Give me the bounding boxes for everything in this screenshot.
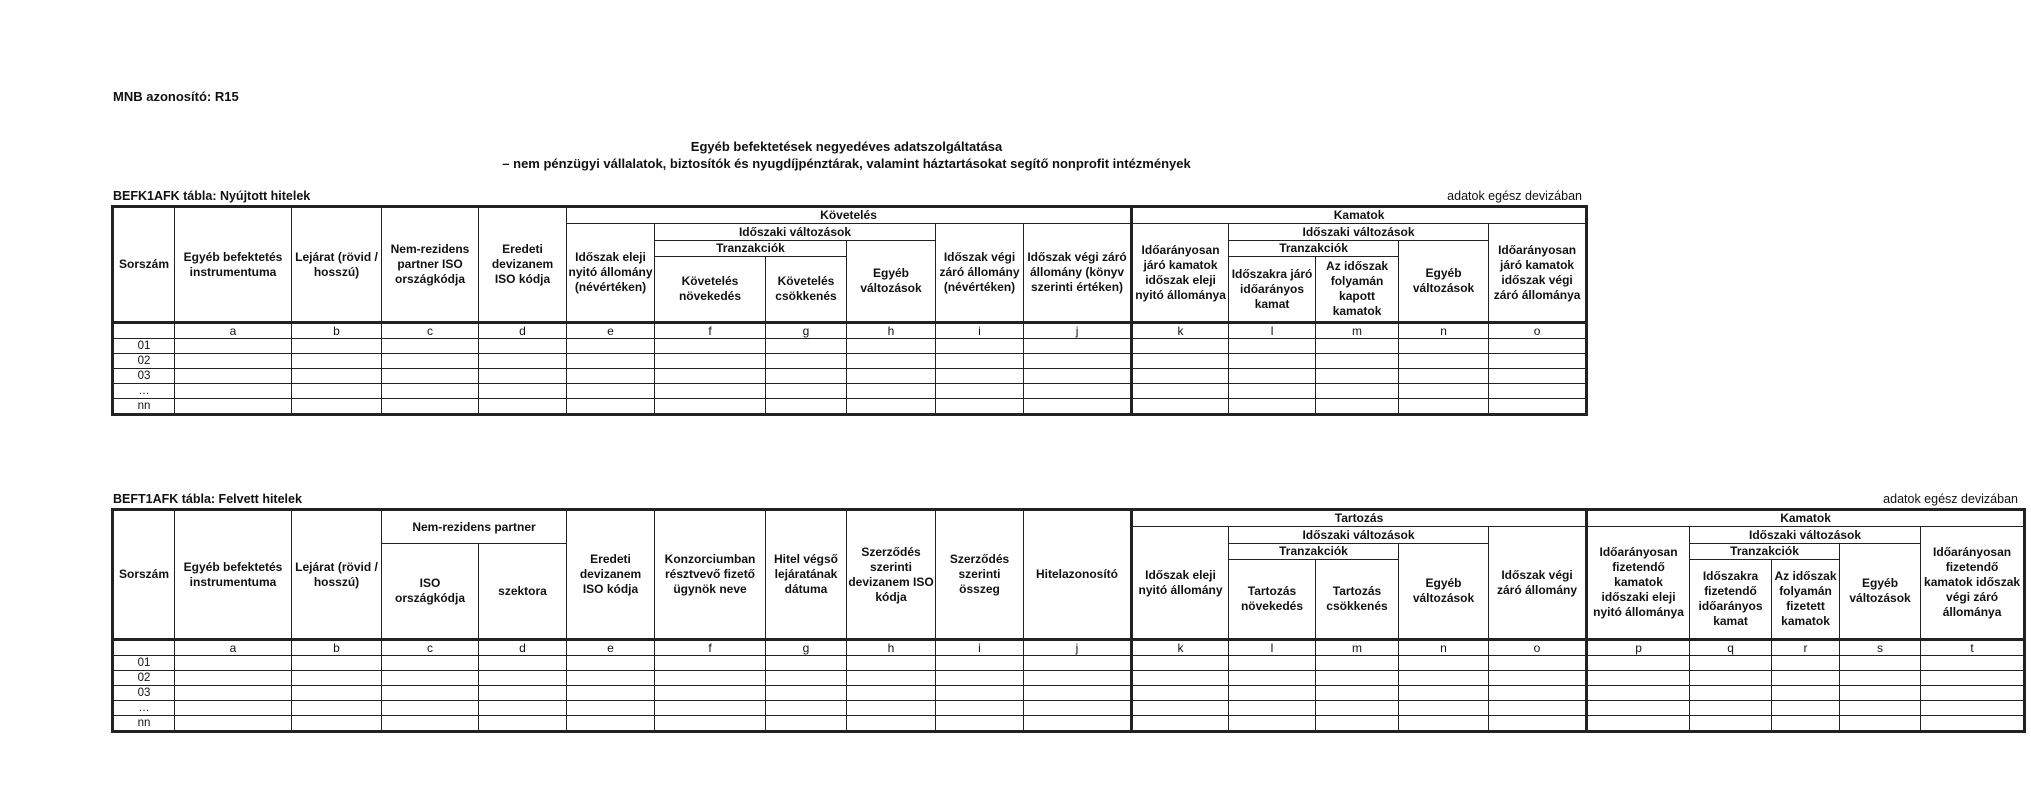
data-cell[interactable] bbox=[936, 701, 1024, 716]
data-cell[interactable] bbox=[1229, 701, 1316, 716]
data-cell[interactable] bbox=[382, 701, 479, 716]
t2-header-i: Szerződés szerinti összeg bbox=[936, 510, 1024, 640]
t1-header-k: Időarányosan járó kamatok időszak eleji nyitó állománya bbox=[1132, 224, 1229, 323]
row-number: … bbox=[113, 384, 175, 399]
letter-cell: g bbox=[766, 640, 847, 656]
data-cell[interactable] bbox=[382, 686, 479, 701]
data-cell[interactable] bbox=[1132, 384, 1229, 399]
t2-header-s: Egyéb változások bbox=[1840, 544, 1921, 640]
data-cell[interactable] bbox=[1489, 716, 1587, 732]
data-cell[interactable] bbox=[936, 339, 1024, 354]
data-cell[interactable] bbox=[567, 399, 655, 415]
data-cell[interactable] bbox=[479, 339, 567, 354]
t1-header-f: Követelés növekedés bbox=[655, 257, 766, 323]
data-cell[interactable] bbox=[1489, 369, 1587, 384]
data-cell[interactable] bbox=[1587, 686, 1690, 701]
letter-cell: i bbox=[936, 640, 1024, 656]
letter-cell: q bbox=[1690, 640, 1772, 656]
t1-header-lejarat: Lejárat (rövid / hosszú) bbox=[292, 207, 382, 323]
t1-header-m: Az időszak folyamán kapott kamatok bbox=[1316, 257, 1399, 323]
letter-cell: e bbox=[567, 640, 655, 656]
data-cell[interactable] bbox=[1399, 369, 1489, 384]
t2-header-j: Hitelazonosító bbox=[1024, 510, 1132, 640]
data-cell[interactable] bbox=[1489, 671, 1587, 686]
data-cell[interactable] bbox=[1921, 686, 2025, 701]
row-number: 02 bbox=[113, 671, 175, 686]
row-number: nn bbox=[113, 716, 175, 732]
data-cell[interactable] bbox=[1489, 384, 1587, 399]
t2-header-f: Konzorciumban résztvevő fizető ügynök neve bbox=[655, 510, 766, 640]
data-cell[interactable] bbox=[292, 369, 382, 384]
data-cell[interactable] bbox=[1024, 339, 1132, 354]
row-number: 01 bbox=[113, 656, 175, 671]
data-cell[interactable] bbox=[847, 686, 936, 701]
data-cell[interactable] bbox=[655, 716, 766, 732]
data-cell[interactable] bbox=[1840, 686, 1921, 701]
data-cell[interactable] bbox=[1690, 716, 1772, 732]
t2-group-kamatok: Kamatok bbox=[1587, 510, 2025, 527]
data-cell[interactable] bbox=[847, 656, 936, 671]
data-cell[interactable] bbox=[655, 339, 766, 354]
data-cell[interactable] bbox=[1690, 656, 1772, 671]
data-cell[interactable] bbox=[766, 656, 847, 671]
row-number: 03 bbox=[113, 369, 175, 384]
t2-group-partner: Nem-rezidens partner bbox=[382, 510, 567, 544]
data-cell[interactable] bbox=[1690, 686, 1772, 701]
data-cell[interactable] bbox=[1489, 701, 1587, 716]
data-cell[interactable] bbox=[382, 399, 479, 415]
data-cell[interactable] bbox=[766, 399, 847, 415]
t1-header-l: Időszakra járó időarányos kamat bbox=[1229, 257, 1316, 323]
row-number: 02 bbox=[113, 354, 175, 369]
t1-header-n: Egyéb változások bbox=[1399, 241, 1489, 323]
data-cell[interactable] bbox=[479, 686, 567, 701]
data-cell[interactable] bbox=[936, 399, 1024, 415]
data-cell[interactable] bbox=[1229, 671, 1316, 686]
data-cell[interactable] bbox=[847, 701, 936, 716]
data-cell[interactable] bbox=[655, 354, 766, 369]
title-line-2: – nem pénzügyi vállalatok, biztosítók és nyugdíjpénztárak, valamint háztartásokat segítő nonprofit intézmények bbox=[502, 156, 1191, 171]
data-cell[interactable] bbox=[1316, 686, 1399, 701]
data-cell[interactable] bbox=[1840, 701, 1921, 716]
t1-header-h: Egyéb változások bbox=[847, 241, 936, 323]
t1-header-i: Időszak végi záró állomány (névértéken) bbox=[936, 224, 1024, 323]
data-cell[interactable] bbox=[936, 384, 1024, 399]
t1-group-tranz: Tranzakciók bbox=[655, 241, 847, 257]
t1-header-deviza: Eredeti devizanem ISO kódja bbox=[479, 207, 567, 323]
data-cell[interactable] bbox=[1316, 701, 1399, 716]
letter-cell: b bbox=[292, 323, 382, 339]
data-cell[interactable] bbox=[936, 354, 1024, 369]
letter-cell: s bbox=[1840, 640, 1921, 656]
table-row bbox=[113, 671, 2025, 686]
data-cell[interactable] bbox=[479, 671, 567, 686]
table-row bbox=[113, 384, 1587, 399]
data-cell[interactable] bbox=[1316, 716, 1399, 732]
data-cell[interactable] bbox=[1772, 686, 1840, 701]
table-row bbox=[113, 369, 1587, 384]
data-cell[interactable] bbox=[175, 656, 292, 671]
t1-header-instrument: Egyéb befektetés instrumentuma bbox=[175, 207, 292, 323]
data-cell[interactable] bbox=[567, 656, 655, 671]
data-cell[interactable] bbox=[1024, 671, 1132, 686]
table-row bbox=[113, 354, 1587, 369]
t2-header-p: Időarányosan fizetendő kamatok időszaki eleji nyitó állománya bbox=[1587, 527, 1690, 640]
data-cell[interactable] bbox=[766, 686, 847, 701]
t2-group-tranz: Tranzakciók bbox=[1229, 544, 1399, 560]
data-cell[interactable] bbox=[292, 399, 382, 415]
t2-letter-row bbox=[113, 640, 2025, 656]
t1-group-k-tranz: Tranzakciók bbox=[1229, 241, 1399, 257]
data-cell[interactable] bbox=[1921, 701, 2025, 716]
table-row bbox=[113, 701, 2025, 716]
table1-unit: adatok egész devizában bbox=[1447, 189, 1582, 203]
data-cell[interactable] bbox=[382, 354, 479, 369]
data-cell[interactable] bbox=[1229, 339, 1316, 354]
table-row bbox=[113, 339, 1587, 354]
letter-cell: m bbox=[1316, 640, 1399, 656]
data-cell[interactable] bbox=[292, 354, 382, 369]
data-cell[interactable] bbox=[1399, 656, 1489, 671]
data-cell[interactable] bbox=[936, 656, 1024, 671]
t1-header-o: Időarányosan járó kamatok időszak végi záró állománya bbox=[1489, 224, 1587, 323]
data-cell[interactable] bbox=[1587, 716, 1690, 732]
data-cell[interactable] bbox=[1024, 686, 1132, 701]
table-row bbox=[113, 686, 2025, 701]
letter-cell: k bbox=[1132, 323, 1229, 339]
data-cell[interactable] bbox=[936, 369, 1024, 384]
table-row bbox=[113, 716, 2025, 732]
data-cell[interactable] bbox=[1921, 656, 2025, 671]
row-number: nn bbox=[113, 399, 175, 415]
table2-felvett-hitelek bbox=[111, 508, 2026, 733]
data-cell[interactable] bbox=[1229, 716, 1316, 732]
data-cell[interactable] bbox=[655, 671, 766, 686]
t2-header-g: Hitel végső lejáratának dátuma bbox=[766, 510, 847, 640]
data-cell[interactable] bbox=[292, 339, 382, 354]
data-cell[interactable] bbox=[175, 384, 292, 399]
data-cell[interactable] bbox=[567, 671, 655, 686]
data-cell[interactable] bbox=[175, 399, 292, 415]
data-cell[interactable] bbox=[1399, 354, 1489, 369]
data-cell[interactable] bbox=[1840, 656, 1921, 671]
data-cell[interactable] bbox=[1772, 671, 1840, 686]
data-cell[interactable] bbox=[655, 384, 766, 399]
data-cell[interactable] bbox=[1840, 671, 1921, 686]
data-cell[interactable] bbox=[382, 384, 479, 399]
letter-cell: m bbox=[1316, 323, 1399, 339]
data-cell[interactable] bbox=[567, 716, 655, 732]
t1-group-idoszaki: Időszaki változások bbox=[655, 224, 936, 241]
t1-header-e: Időszak eleji nyitó állomány (névértéken) bbox=[567, 224, 655, 323]
t2-header-instrument: Egyéb befektetés instrumentuma bbox=[175, 510, 292, 640]
data-cell[interactable] bbox=[1024, 701, 1132, 716]
t2-header-n: Egyéb változások bbox=[1399, 544, 1489, 640]
data-cell[interactable] bbox=[1772, 656, 1840, 671]
data-cell[interactable] bbox=[1587, 656, 1690, 671]
data-cell[interactable] bbox=[479, 656, 567, 671]
data-cell[interactable] bbox=[1772, 716, 1840, 732]
data-cell[interactable] bbox=[655, 369, 766, 384]
table2-unit: adatok egész devizában bbox=[1883, 492, 2018, 506]
t1-header-g: Követelés csökkenés bbox=[766, 257, 847, 323]
data-cell[interactable] bbox=[1316, 339, 1399, 354]
data-cell[interactable] bbox=[175, 671, 292, 686]
table2-caption: BEFT1AFK tábla: Felvett hitelek bbox=[113, 492, 302, 506]
data-cell[interactable] bbox=[1132, 354, 1229, 369]
data-cell[interactable] bbox=[175, 686, 292, 701]
data-cell[interactable] bbox=[1840, 716, 1921, 732]
data-cell[interactable] bbox=[479, 701, 567, 716]
data-cell[interactable] bbox=[175, 369, 292, 384]
data-cell[interactable] bbox=[766, 671, 847, 686]
letter-cell: d bbox=[479, 640, 567, 656]
data-cell[interactable] bbox=[766, 369, 847, 384]
t1-header-partner: Nem-rezidens partner ISO országkódja bbox=[382, 207, 479, 323]
t1-letter-row bbox=[113, 323, 1587, 339]
table-row bbox=[113, 399, 1587, 415]
title-line-1: Egyéb befektetések negyedéves adatszolgáltatása bbox=[690, 139, 1003, 154]
data-cell[interactable] bbox=[1690, 701, 1772, 716]
letter-cell: k bbox=[1132, 640, 1229, 656]
data-cell[interactable] bbox=[847, 716, 936, 732]
data-cell[interactable] bbox=[1132, 656, 1229, 671]
data-cell[interactable] bbox=[567, 354, 655, 369]
data-cell[interactable] bbox=[567, 369, 655, 384]
letter-cell: n bbox=[1399, 323, 1489, 339]
data-cell[interactable] bbox=[1132, 671, 1229, 686]
t1-group-kamatok: Kamatok bbox=[1132, 207, 1587, 224]
t2-header-e: Eredeti devizanem ISO kódja bbox=[567, 510, 655, 640]
data-cell[interactable] bbox=[567, 384, 655, 399]
data-cell[interactable] bbox=[1690, 671, 1772, 686]
data-cell[interactable] bbox=[479, 384, 567, 399]
data-cell[interactable] bbox=[292, 384, 382, 399]
data-cell[interactable] bbox=[655, 686, 766, 701]
table1-nyujtott-hitelek bbox=[111, 205, 1588, 416]
letter-cell: o bbox=[1489, 640, 1587, 656]
data-cell[interactable] bbox=[382, 339, 479, 354]
row-number: 01 bbox=[113, 339, 175, 354]
t2-header-m: Tartozás csökkenés bbox=[1316, 560, 1399, 640]
t2-group-k-tranz: Tranzakciók bbox=[1690, 544, 1840, 560]
t2-header-h: Szerződés szerinti devizanem ISO kódja bbox=[847, 510, 936, 640]
data-cell[interactable] bbox=[1399, 671, 1489, 686]
letter-cell: a bbox=[175, 323, 292, 339]
t1-header-j: Időszak végi záró állomány (könyv szerinti értéken) bbox=[1024, 224, 1132, 323]
data-cell[interactable] bbox=[567, 701, 655, 716]
t2-group-k-idoszaki: Időszaki változások bbox=[1690, 527, 1921, 544]
t2-header-d: szektora bbox=[479, 544, 567, 640]
data-cell[interactable] bbox=[175, 354, 292, 369]
data-cell[interactable] bbox=[1489, 686, 1587, 701]
data-cell[interactable] bbox=[292, 716, 382, 732]
data-cell[interactable] bbox=[1024, 656, 1132, 671]
data-cell[interactable] bbox=[292, 686, 382, 701]
letter-cell: t bbox=[1921, 640, 2025, 656]
data-cell[interactable] bbox=[766, 716, 847, 732]
letter-cell: p bbox=[1587, 640, 1690, 656]
data-cell[interactable] bbox=[847, 399, 936, 415]
t2-group-idoszaki: Időszaki változások bbox=[1229, 527, 1489, 544]
data-cell[interactable] bbox=[1921, 671, 2025, 686]
data-cell[interactable] bbox=[1489, 399, 1587, 415]
data-cell[interactable] bbox=[175, 701, 292, 716]
data-cell[interactable] bbox=[847, 384, 936, 399]
document-title bbox=[0, 138, 2031, 172]
letter-cell: j bbox=[1024, 640, 1132, 656]
letter-cell bbox=[113, 640, 175, 656]
t2-group-tartozas: Tartozás bbox=[1132, 510, 1587, 527]
data-cell[interactable] bbox=[1024, 369, 1132, 384]
data-cell[interactable] bbox=[567, 686, 655, 701]
data-cell[interactable] bbox=[1132, 369, 1229, 384]
data-cell[interactable] bbox=[1229, 369, 1316, 384]
letter-cell: c bbox=[382, 323, 479, 339]
data-cell[interactable] bbox=[655, 656, 766, 671]
data-cell[interactable] bbox=[382, 716, 479, 732]
t2-header-lejarat: Lejárat (rövid / hosszú) bbox=[292, 510, 382, 640]
data-cell[interactable] bbox=[1316, 354, 1399, 369]
data-cell[interactable] bbox=[292, 656, 382, 671]
letter-cell: c bbox=[382, 640, 479, 656]
letter-cell: f bbox=[655, 640, 766, 656]
data-cell[interactable] bbox=[1316, 399, 1399, 415]
letter-cell: h bbox=[847, 323, 936, 339]
mnb-id: MNB azonosító: R15 bbox=[113, 89, 239, 104]
data-cell[interactable] bbox=[292, 701, 382, 716]
data-cell[interactable] bbox=[1399, 701, 1489, 716]
data-cell[interactable] bbox=[766, 701, 847, 716]
data-cell[interactable] bbox=[766, 339, 847, 354]
letter-cell: j bbox=[1024, 323, 1132, 339]
data-cell[interactable] bbox=[936, 716, 1024, 732]
data-cell[interactable] bbox=[1132, 701, 1229, 716]
data-cell[interactable] bbox=[1024, 716, 1132, 732]
t2-header-r: Az időszak folyamán fizetett kamatok bbox=[1772, 560, 1840, 640]
data-cell[interactable] bbox=[175, 716, 292, 732]
t2-header-q: Időszakra fizetendő időarányos kamat bbox=[1690, 560, 1772, 640]
letter-cell: l bbox=[1229, 323, 1316, 339]
data-cell[interactable] bbox=[655, 701, 766, 716]
data-cell[interactable] bbox=[1229, 686, 1316, 701]
data-cell[interactable] bbox=[1229, 384, 1316, 399]
data-cell[interactable] bbox=[1489, 354, 1587, 369]
t2-header-sorszam: Sorszám bbox=[113, 510, 175, 640]
letter-cell: f bbox=[655, 323, 766, 339]
letter-cell: o bbox=[1489, 323, 1587, 339]
data-cell[interactable] bbox=[1772, 701, 1840, 716]
letter-cell: b bbox=[292, 640, 382, 656]
letter-cell: i bbox=[936, 323, 1024, 339]
data-cell[interactable] bbox=[1316, 656, 1399, 671]
table-row bbox=[113, 656, 2025, 671]
t1-group-k-idoszaki: Időszaki változások bbox=[1229, 224, 1489, 241]
data-cell[interactable] bbox=[1921, 716, 2025, 732]
letter-cell: g bbox=[766, 323, 847, 339]
data-cell[interactable] bbox=[292, 671, 382, 686]
data-cell[interactable] bbox=[1489, 656, 1587, 671]
data-cell[interactable] bbox=[175, 339, 292, 354]
data-cell[interactable] bbox=[936, 671, 1024, 686]
data-cell[interactable] bbox=[1132, 399, 1229, 415]
data-cell[interactable] bbox=[1316, 384, 1399, 399]
data-cell[interactable] bbox=[1399, 686, 1489, 701]
data-cell[interactable] bbox=[766, 384, 847, 399]
data-cell[interactable] bbox=[1399, 384, 1489, 399]
data-cell[interactable] bbox=[655, 399, 766, 415]
data-cell[interactable] bbox=[1587, 701, 1690, 716]
data-cell[interactable] bbox=[382, 656, 479, 671]
data-cell[interactable] bbox=[1399, 399, 1489, 415]
data-cell[interactable] bbox=[1489, 339, 1587, 354]
data-cell[interactable] bbox=[936, 686, 1024, 701]
data-cell[interactable] bbox=[1024, 399, 1132, 415]
t2-header-k: Időszak eleji nyitó állomány bbox=[1132, 527, 1229, 640]
table1-caption: BEFK1AFK tábla: Nyújtott hitelek bbox=[113, 189, 311, 203]
letter-cell bbox=[113, 323, 175, 339]
letter-cell: r bbox=[1772, 640, 1840, 656]
letter-cell: l bbox=[1229, 640, 1316, 656]
row-number: … bbox=[113, 701, 175, 716]
data-cell[interactable] bbox=[479, 369, 567, 384]
data-cell[interactable] bbox=[1399, 716, 1489, 732]
data-cell[interactable] bbox=[1587, 671, 1690, 686]
data-cell[interactable] bbox=[766, 354, 847, 369]
data-cell[interactable] bbox=[1132, 686, 1229, 701]
letter-cell: h bbox=[847, 640, 936, 656]
data-cell[interactable] bbox=[479, 399, 567, 415]
data-cell[interactable] bbox=[847, 354, 936, 369]
data-cell[interactable] bbox=[1316, 369, 1399, 384]
data-cell[interactable] bbox=[1024, 354, 1132, 369]
t2-header-t: Időarányosan fizetendő kamatok időszak végi záró állománya bbox=[1921, 527, 2025, 640]
row-number: 03 bbox=[113, 686, 175, 701]
data-cell[interactable] bbox=[1132, 339, 1229, 354]
data-cell[interactable] bbox=[1229, 354, 1316, 369]
data-cell[interactable] bbox=[1132, 716, 1229, 732]
data-cell[interactable] bbox=[1229, 399, 1316, 415]
t2-header-o: Időszak végi záró állomány bbox=[1489, 527, 1587, 640]
t1-group-koveteles: Követelés bbox=[567, 207, 1132, 224]
data-cell[interactable] bbox=[567, 339, 655, 354]
t1-header-sorszam: Sorszám bbox=[113, 207, 175, 323]
data-cell[interactable] bbox=[479, 716, 567, 732]
data-cell[interactable] bbox=[479, 354, 567, 369]
letter-cell: n bbox=[1399, 640, 1489, 656]
data-cell[interactable] bbox=[847, 671, 936, 686]
data-cell[interactable] bbox=[382, 369, 479, 384]
data-cell[interactable] bbox=[1024, 384, 1132, 399]
letter-cell: e bbox=[567, 323, 655, 339]
data-cell[interactable] bbox=[847, 339, 936, 354]
letter-cell: a bbox=[175, 640, 292, 656]
data-cell[interactable] bbox=[1229, 656, 1316, 671]
data-cell[interactable] bbox=[1399, 339, 1489, 354]
t2-header-l: Tartozás növekedés bbox=[1229, 560, 1316, 640]
data-cell[interactable] bbox=[1316, 671, 1399, 686]
data-cell[interactable] bbox=[382, 671, 479, 686]
t2-header-c: ISO országkódja bbox=[382, 544, 479, 640]
letter-cell: d bbox=[479, 323, 567, 339]
data-cell[interactable] bbox=[847, 369, 936, 384]
